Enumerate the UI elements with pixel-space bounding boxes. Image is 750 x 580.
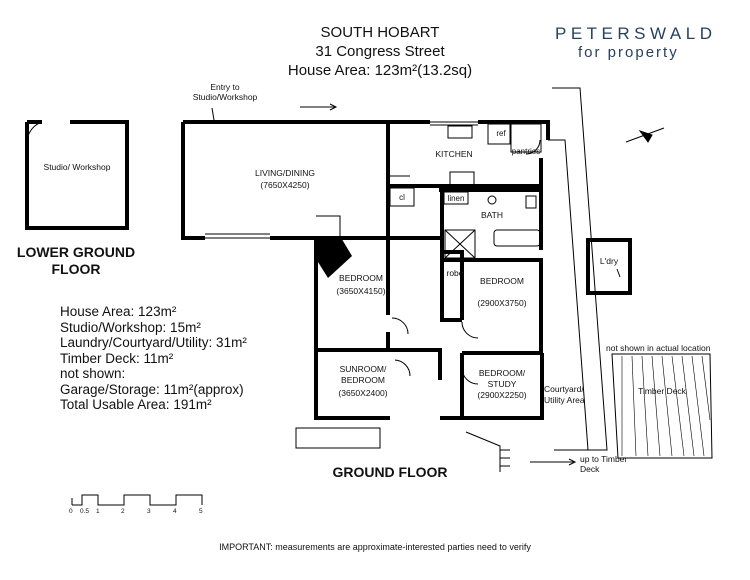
laundry-label: L'dry — [599, 256, 619, 266]
stat-line: Studio/Workshop: 15m² — [60, 319, 201, 335]
ref-label: ref — [496, 129, 506, 138]
scale-tick: 1 — [96, 508, 100, 515]
bedroom2-label: BEDROOM — [480, 276, 524, 286]
timber-deck-outline — [612, 354, 712, 458]
stat-line: Garage/Storage: 11m²(approx) — [60, 381, 244, 397]
entry-studio-label: Entry to Studio/Workshop — [192, 82, 258, 102]
fireplace-fill — [318, 236, 352, 278]
steps-sunroom — [296, 428, 380, 448]
living-wall-bottom — [270, 238, 316, 355]
door-swing-sunroom — [395, 360, 410, 376]
scale-tick: 0 — [69, 508, 73, 515]
living-wall-left — [183, 122, 205, 238]
timber-deck-label: Timber Deck — [638, 386, 686, 396]
stair-treads — [500, 450, 510, 466]
sunroom-label: SUNROOM/ BEDROOM — [339, 364, 387, 385]
scale-bar — [72, 495, 202, 505]
studio-label: Studio/ Workshop — [43, 162, 111, 172]
compass-icon — [626, 128, 664, 142]
cl-label: cl — [399, 193, 405, 202]
disclaimer-footer: IMPORTANT: measurements are approximate-interested parties need to verify — [219, 542, 531, 552]
bedroom1-bottom — [316, 332, 388, 350]
ground-floor-title: GROUND FLOOR — [332, 464, 448, 480]
stat-line: Laundry/Courtyard/Utility: 31m² — [60, 335, 247, 350]
brand-tagline: for property — [578, 44, 679, 61]
scale-tick: 2 — [121, 508, 125, 515]
area-stats — [60, 304, 247, 413]
living-window — [205, 234, 270, 238]
pantries-label: pantries — [511, 147, 541, 156]
deck-arrow — [530, 459, 575, 465]
entry-arrow — [212, 108, 214, 120]
bathtub — [494, 230, 540, 246]
bedroom2-dim: (2900X3750) — [477, 298, 527, 308]
timber-deck-hatch — [622, 356, 710, 456]
sunroom-dim: (3650X2400) — [338, 388, 388, 398]
stat-line: Timber Deck: 11m² — [60, 350, 174, 366]
door-swing-studio — [27, 122, 42, 144]
study-label: BEDROOM/ STUDY — [478, 368, 526, 389]
stat-line: not shown: — [60, 366, 126, 381]
kitchen-label: KITCHEN — [435, 149, 473, 159]
living-label: LIVING/DINING — [255, 168, 315, 178]
fireplace-box — [316, 216, 340, 238]
sunroom-right — [440, 353, 462, 418]
scale-tick: 4 — [173, 508, 177, 515]
bath-label: BATH — [480, 210, 504, 220]
living-dim: (7650X4250) — [260, 180, 310, 190]
cooktop — [450, 172, 474, 186]
basin — [488, 196, 496, 204]
scale-tick: 5 — [199, 508, 203, 515]
door-swing-bedroom2 — [462, 322, 478, 338]
stat-line: Total Usable Area: 191m² — [60, 397, 212, 412]
scale-tick: 3 — [147, 508, 151, 515]
up-to-deck-label: up to Timber Deck — [580, 454, 628, 474]
bedroom1-dim: (3650X4150) — [336, 286, 386, 296]
house-area-title: House Area: 123m²(13.2sq) — [287, 62, 473, 79]
kitchen-sink — [448, 126, 472, 138]
address-title: 31 Congress Street — [315, 43, 445, 60]
kitchen-window — [430, 122, 478, 125]
direction-arrow — [300, 104, 336, 110]
lower-floor-title: LOWER GROUND FLOOR — [16, 244, 136, 277]
study-dim: (2900X2250) — [477, 390, 527, 400]
studio-walls — [27, 122, 127, 228]
robe-box — [442, 252, 462, 320]
scale-tick: 0.5 — [80, 508, 90, 515]
door-swing-bedroom1 — [392, 318, 408, 334]
not-shown-label: not shown in actual location — [606, 343, 711, 353]
brand-name: PETERSWALD — [555, 24, 717, 43]
suburb-title: SOUTH HOBART — [320, 24, 440, 41]
courtyard-label: Courtyard/ Utility Area — [544, 384, 585, 405]
toilet — [526, 196, 536, 208]
robe-label: robe — [446, 268, 464, 278]
linen-label: linen — [447, 194, 465, 203]
stat-line: House Area: 123m² — [60, 304, 177, 319]
bedroom1-label: BEDROOM — [339, 273, 383, 283]
